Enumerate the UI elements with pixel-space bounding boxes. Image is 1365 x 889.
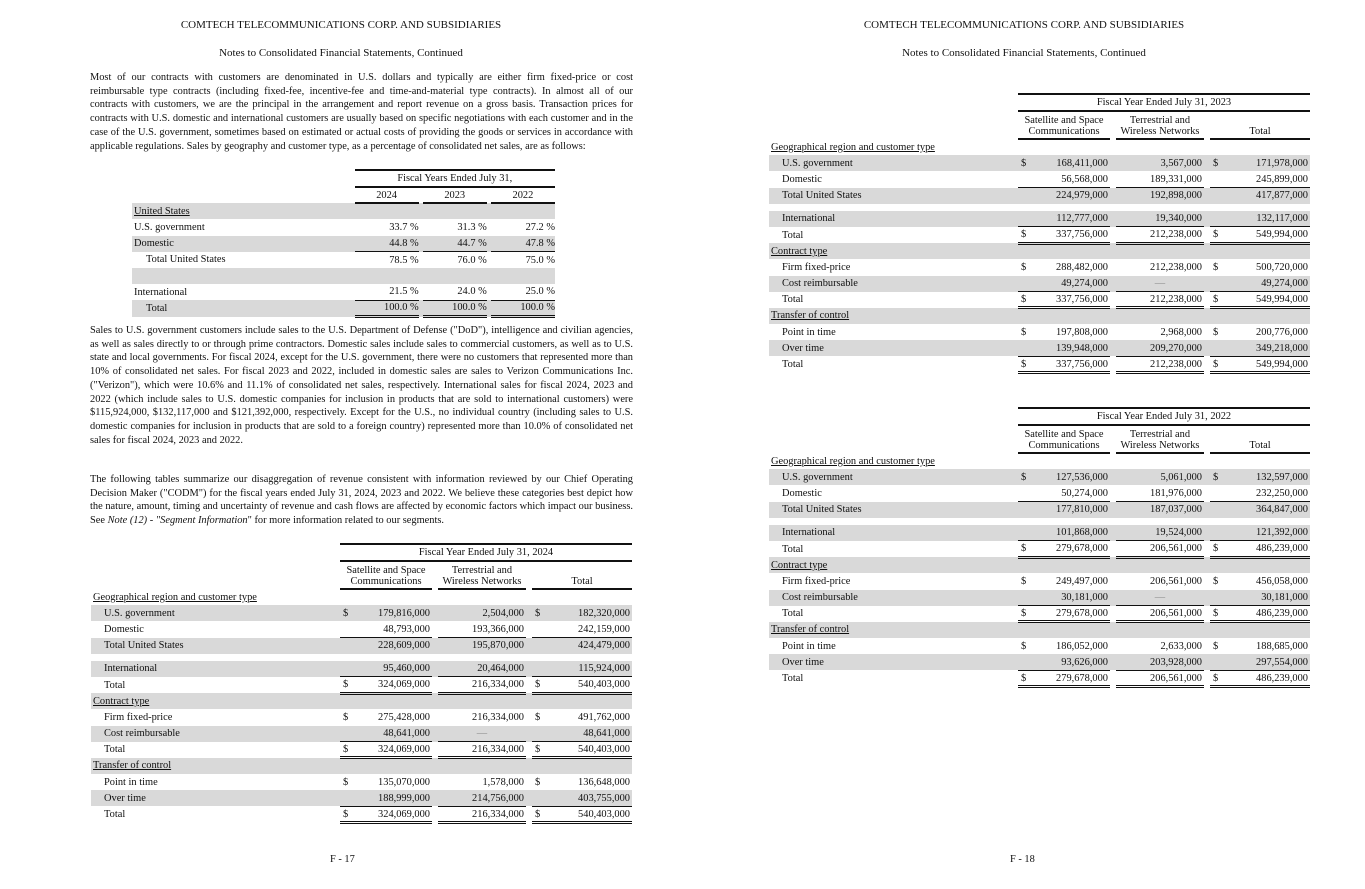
table-row: International 101,868,000 19,524,000 121,392,000: [769, 525, 1310, 541]
table-row: Over time 93,626,000 203,928,000 297,554,000: [769, 654, 1310, 670]
table-row: Cost reimbursable 30,181,000 — 30,181,000: [769, 590, 1310, 606]
table-row: U.S. government $ 127,536,000 5,061,000 $ 132,597,000: [769, 469, 1310, 485]
company-header: COMTECH TELECOMMUNICATIONS CORP. AND SUBSIDIARIES: [180, 19, 502, 31]
table-row: Point in time $ 186,052,000 2,633,000 $ 188,685,000: [782, 640, 1308, 652]
table-row: Total $ 279,678,000 206,561,000 $ 486,239,000: [769, 541, 1310, 557]
table-row: Cost reimbursable 49,274,000 — 49,274,000: [769, 276, 1310, 292]
page-number: F - 17: [330, 854, 355, 865]
pct-group-header: Fiscal Years Ended July 31,: [355, 170, 555, 187]
table-row: Total $ 279,678,000 206,561,000 $ 486,239,000: [769, 606, 1310, 622]
table-row: Total $ 324,069,000 216,334,000 $ 540,403,000: [91, 677, 632, 693]
section-transfer: Transfer of control: [93, 760, 172, 772]
table-title: Fiscal Year Ended July 31, 2024: [340, 544, 632, 561]
table-row: U.S. government $ 179,816,000 2,504,000 $ 182,320,000: [91, 605, 632, 621]
intro-paragraph: Most of our contracts with customers are denominated in U.S. dollars and typically are either firm fixed-price or cost reimbursable type contracts (including fixed-fee, incentive-fee and time-and-material type contracts). In almost all of our contracts with customers, we are the principal in the arrangement and report revenue on a gross basis. Transaction prices for contracts with U.S. domestic and international customers are usually based on specific negotiations with each customer and in the case of the U.S. government, sometimes based on estimated or actual costs of providing the goods or services in accordance with applicable regulations. Sales by geography and customer type, as a percentage of consolidated net sales, are as follows:: [90, 72, 633, 152]
table-row: Over time 188,999,000 214,756,000 403,755,000: [91, 790, 632, 806]
table-row: Total $ 337,756,000 212,238,000 $ 549,994,000: [769, 292, 1310, 308]
table-row: Total United States 224,979,000 192,898,000 417,877,000: [769, 188, 1310, 204]
section-geo: Geographical region and customer type: [771, 455, 935, 467]
segment-table-fy2024: Fiscal Year Ended July 31, 2024 Satellite and Space Communications Terrestrial and Wireless Networks Total Geographical region and customer type U.S. government $ 179,816,000 2,504,000 $ 182,320,000 Domestic 48,793,000 193,366,000 242,159,000 Total United States 228,609,000 195,870,000 424,479,000 International 95,460,000 20,464,000 115,924,000 Total $ 324,069,000 216,334,000 $ 540,403,000 Contract type Firm fixed-price $ 275,428,000 216,334,000 $ 491,762,000 Cost reimbursable 48,641,000 — 48,641,000 Total $ 324,069,000 216,334,000 $ 540,403,000 Transfer of control Point in time $ 135,070,000 1,578,000 $ 136,648,000 Over time 188,999,000 214,756,000 403,755,000 Total $ 324,069,000 216,334,000 $ 540,403,000: [91, 543, 632, 824]
disaggregation-paragraph: The following tables summarize our disaggregation of revenue consistent with information reviewed by our Chief Operating Decision Maker ("CODM") for the fiscal years ended July 31, 2024, 2023 and 2022. We believe these categories best depict how the nature, amount, timing and uncertainty of revenue and cash flows are affected by economic factors which impact our business. See Note (12) - "Segment Information" for more information related to our segments.: [90, 474, 633, 527]
table-row: Total $ 337,756,000 212,238,000 $ 549,994,000: [769, 356, 1310, 372]
segment-table-fy2022: Fiscal Year Ended July 31, 2022 Satellite and Space Communications Terrestrial and Wireless Networks Total Geographical region and customer type U.S. government $ 127,536,000 5,061,000 $ 132,597,000 Domestic 50,274,000 181,976,000 232,250,000 Total United States 177,810,000 187,037,000 364,847,000 International 101,868,000 19,524,000 121,392,000 Total $ 279,678,000 206,561,000 $ 486,239,000 Contract type Firm fixed-price $ 249,497,000 206,561,000 $ 456,058,000 Cost reimbursable 30,181,000 — 30,181,000 Total $ 279,678,000 206,561,000 $ 486,239,000 Transfer of control Point in time $ 186,052,000 2,633,000 $ 188,685,000 Over time 93,626,000 203,928,000 297,554,000 Total $ 279,678,000 206,561,000 $ 486,239,000: [769, 407, 1310, 688]
year-col: 2022: [491, 187, 555, 203]
table-row: Firm fixed-price $ 288,482,000 212,238,000 $ 500,720,000: [782, 261, 1308, 273]
table-row: Domestic 56,568,000 189,331,000 245,899,000: [769, 171, 1310, 187]
table-row: Total $ 324,069,000 216,334,000 $ 540,403,000: [91, 742, 632, 758]
percentage-sales-table: [132, 169, 555, 318]
section-transfer: Transfer of control: [771, 310, 850, 322]
table-row: Total $ 324,069,000 216,334,000 $ 540,403,000: [91, 806, 632, 822]
table-row: Firm fixed-price $ 275,428,000 216,334,000 $ 491,762,000: [104, 711, 630, 723]
notes-subtitle: Notes to Consolidated Financial Statements, Continued: [219, 47, 463, 59]
table-row: Total 100.0 % 100.0 % 100.0 %: [132, 300, 555, 316]
year-col: 2023: [423, 187, 487, 203]
table-row: International 95,460,000 20,464,000 115,924,000: [91, 661, 632, 677]
table-row: Domestic 48,793,000 193,366,000 242,159,000: [91, 621, 632, 637]
table-row: International 112,777,000 19,340,000 132,117,000: [769, 211, 1310, 227]
section-contract: Contract type: [771, 245, 828, 257]
table-row: Point in time $ 197,808,000 2,968,000 $ 200,776,000: [782, 326, 1308, 338]
table-row: Domestic 50,274,000 181,976,000 232,250,000: [769, 485, 1310, 501]
section-geo: Geographical region and customer type: [93, 591, 257, 603]
section-contract: Contract type: [771, 559, 828, 571]
table-row: Total United States 228,609,000 195,870,000 424,479,000: [91, 638, 632, 654]
table-row: Total $ 279,678,000 206,561,000 $ 486,239,000: [769, 670, 1310, 686]
page-f18: [683, 0, 1365, 889]
table-title: Fiscal Year Ended July 31, 2022: [1018, 408, 1310, 425]
page-f17: [0, 0, 682, 889]
section-label: United States: [134, 205, 190, 217]
page-number: F - 18: [1010, 854, 1035, 865]
section-contract: Contract type: [93, 695, 150, 707]
table-row: Total United States 177,810,000 187,037,000 364,847,000: [769, 502, 1310, 518]
notes-subtitle: Notes to Consolidated Financial Statements, Continued: [902, 47, 1146, 59]
table-row: Domestic 44.8 % 44.7 % 47.8 %: [132, 236, 555, 252]
segment-table-fy2023: Fiscal Year Ended July 31, 2023 Satellite and Space Communications Terrestrial and Wireless Networks Total Geographical region and customer type U.S. government $ 168,411,000 3,567,000 $ 171,978,000 Domestic 56,568,000 189,331,000 245,899,000 Total United States 224,979,000 192,898,000 417,877,000 International 112,777,000 19,340,000 132,117,000 Total $ 337,756,000 212,238,000 $ 549,994,000 Contract type Firm fixed-price $ 288,482,000 212,238,000 $ 500,720,000 Cost reimbursable 49,274,000 — 49,274,000 Total $ 337,756,000 212,238,000 $ 549,994,000 Transfer of control Point in time $ 197,808,000 2,968,000 $ 200,776,000 Over time 139,948,000 209,270,000 349,218,000 Total $ 337,756,000 212,238,000 $ 549,994,000: [769, 93, 1310, 374]
table-row: Over time 139,948,000 209,270,000 349,218,000: [769, 340, 1310, 356]
table-title: Fiscal Year Ended July 31, 2023: [1018, 94, 1310, 111]
table-row: Total United States 78.5 % 76.0 % 75.0 %: [146, 254, 555, 266]
table-row: U.S. government 33.7 % 31.3 % 27.2 %: [134, 221, 555, 233]
table-row: International 21.5 % 24.0 % 25.0 %: [132, 284, 555, 300]
table-row: Firm fixed-price $ 249,497,000 206,561,000 $ 456,058,000: [782, 575, 1308, 587]
table-row: U.S. government $ 168,411,000 3,567,000 $ 171,978,000: [769, 155, 1310, 171]
government-sales-paragraph: Sales to U.S. government customers include sales to the U.S. Department of Defense ("DoD"), intelligence and civilian agencies, as well as sales directly to or through prime contractors. Domestic sales include sales to commercial customers, as well as to U.S. state and local governments. For fiscal 2024, except for the U.S. government, there were no customers that represented more than 10% of consolidated net sales. For fiscal 2023 and 2022, included in domestic sales are sales to Verizon Communications Inc. ("Verizon"), which were 10.6% and 11.1% of consolidated net sales, respectively. International sales for fiscal 2024, 2023 and 2022 (which include sales to U.S. domestic companies for inclusion in products that are sold to international customers) were $115,924,000, $132,117,000 and $121,392,000, respectively. Except for the U.S., no individual country (including sales to U.S. domestic companies for inclusion in products that are sold to a foreign country) represented more than 10.0% of consolidated net sales for fiscal 2024, 2023 and 2022.: [90, 325, 633, 446]
company-header: COMTECH TELECOMMUNICATIONS CORP. AND SUBSIDIARIES: [863, 19, 1185, 31]
year-col: 2024: [355, 187, 419, 203]
table-row: Total $ 337,756,000 212,238,000 $ 549,994,000: [769, 227, 1310, 243]
table-row: Point in time $ 135,070,000 1,578,000 $ 136,648,000: [104, 776, 630, 788]
section-transfer: Transfer of control: [771, 624, 850, 636]
section-geo: Geographical region and customer type: [771, 141, 935, 153]
table-row: Cost reimbursable 48,641,000 — 48,641,000: [91, 726, 632, 742]
